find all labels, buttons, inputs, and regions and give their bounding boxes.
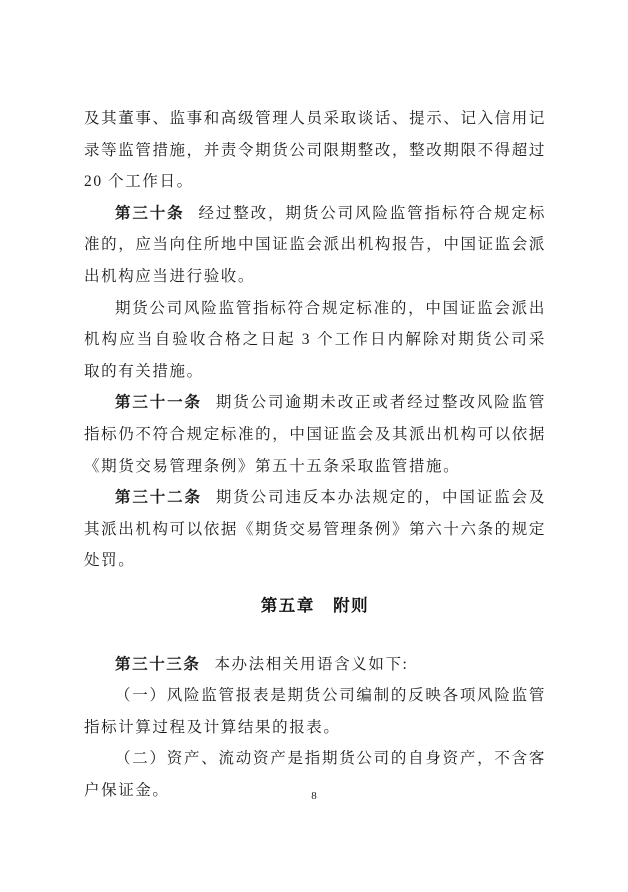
- paragraph-article-33: [84, 649, 546, 681]
- paragraph-continuation: 及其董事、监事和高级管理人员采取谈话、提示、记入信用记录等监管措施，并责令期货公司限期整改，整改期限不得超过 20 个工作日。: [84, 110, 546, 191]
- document-body: [84, 103, 546, 806]
- article-32-text: 期货公司违反本办法规定的，中国证监会及其派出机构可以依据《期货交易管理条例》第六十六条的规定处罚。: [84, 489, 546, 570]
- article-31-text: 期货公司逾期未改正或者经过整改风险监管指标仍不符合规定标准的，中国证监会及其派出机构可以依据《期货交易管理条例》第五十五条采取监管措施。: [84, 394, 546, 475]
- article-32-number: 第三十二条: [115, 489, 202, 507]
- article-30-text: 经过整改，期货公司风险监管指标符合规定标准的，应当向住所地中国证监会派出机构报告，中国证监会派出机构应当进行验收。: [84, 204, 546, 285]
- paragraph-article-31: [84, 387, 546, 482]
- paragraph-article-30-clause-2: 期货公司风险监管指标符合规定标准的，中国证监会派出机构应当自验收合格之日起 3 个工作日内解除对期货公司采取的有关措施。: [84, 299, 546, 380]
- paragraph-article-30: [84, 198, 546, 293]
- article-33-text: 本办法相关用语含义如下:: [214, 655, 409, 673]
- article-30-number: 第三十条: [115, 204, 185, 222]
- article-33-number: 第三十三条: [115, 655, 201, 673]
- paragraph-article-32: [84, 482, 546, 577]
- paragraph-definition-1: （一）风险监管报表是期货公司编制的反映各项风险监管指标计算过程及计算结果的报表。: [84, 687, 546, 736]
- paragraph-definition-2: （二）资产、流动资产是指期货公司的自身资产，不含客户保证金。: [84, 750, 546, 799]
- chapter-heading: 第五章 附则: [260, 595, 370, 615]
- article-31-number: 第三十一条: [115, 394, 202, 412]
- page-number: 8: [311, 790, 317, 802]
